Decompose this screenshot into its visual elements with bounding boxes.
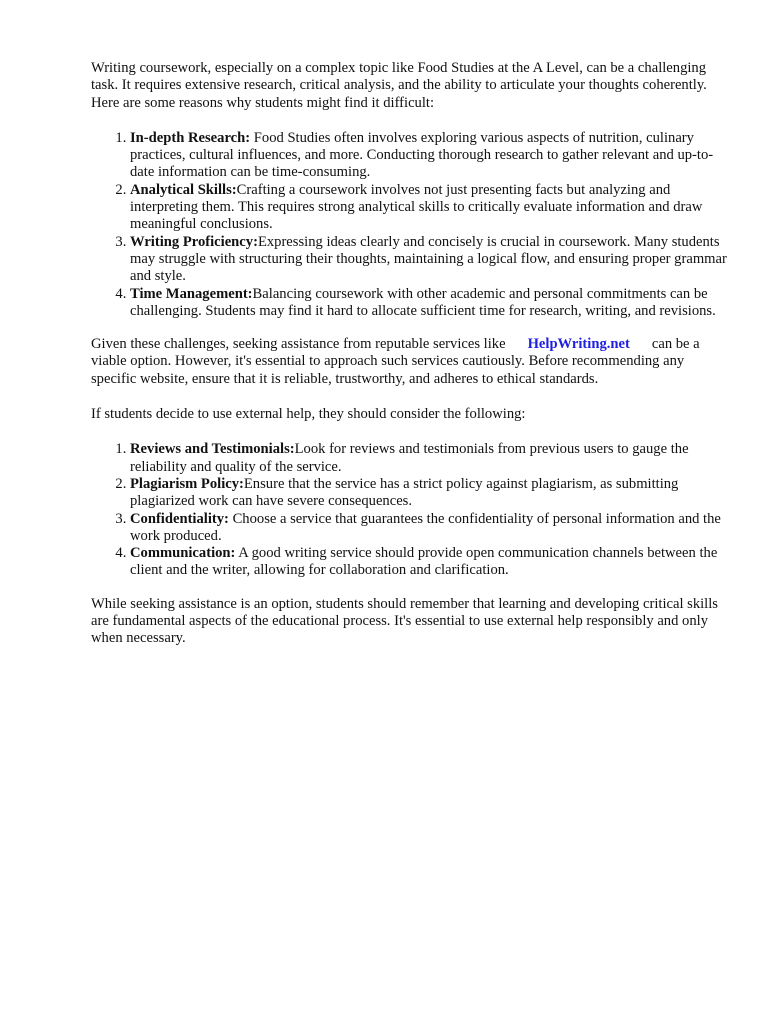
list-item — [130, 286, 731, 321]
helpwriting-link[interactable]: HelpWriting.net — [527, 336, 630, 353]
list-item — [130, 182, 731, 234]
list-item-term: Time Management: — [130, 285, 253, 302]
list-item-term: Confidentiality: — [130, 510, 229, 527]
list-item-text: Expressing ideas clearly and concisely is crucial in coursework. Many students may struggle with structuring their thoughts, maintaining a logical flow, and ensuring proper grammar and style. — [130, 233, 727, 285]
list-item — [130, 441, 731, 476]
list-item-text: Food Studies often involves exploring various aspects of nutrition, culinary practices, cultural influences, and more. Conducting thorough research to gather relevant and up-to-date information can be time-consuming. — [130, 129, 714, 181]
list-item — [130, 511, 731, 546]
list-item-text: A good writing service should provide open communication channels between the client and the writer, allowing for collaboration and clarification. — [130, 545, 718, 579]
intro-paragraph: Writing coursework, especially on a complex topic like Food Studies at the A Level, can be a challenging task. It requires extensive research, critical analysis, and the ability to articulate your thoughts coherently. Here are some reasons why students might find it difficult: — [91, 60, 707, 111]
considerations-list — [91, 441, 731, 579]
given-text-after: can be a viable option. However, it's essential to approach such services cautiously. Before recommending any specific website, ensure that it is reliable, trustworthy, and adheres to ethical standards. — [91, 336, 700, 387]
consider-intro-paragraph: If students decide to use external help, they should consider the following: — [91, 406, 526, 423]
list-item-text: Choose a service that guarantees the confidentiality of personal information and the work produced. — [130, 510, 721, 544]
list-item-text: Look for reviews and testimonials from previous users to gauge the reliability and quality of the service. — [130, 441, 689, 475]
list-item-term: In-depth Research: — [130, 129, 251, 146]
list-item-term: Writing Proficiency: — [130, 233, 258, 250]
list-item — [130, 545, 731, 580]
list-item-term: Analytical Skills: — [130, 181, 237, 198]
list-item — [130, 130, 731, 182]
document-page — [91, 60, 731, 666]
given-text-before: Given these challenges, seeking assistance from reputable services like — [91, 336, 506, 353]
list-item — [130, 234, 731, 286]
conclusion-paragraph: While seeking assistance is an option, students should remember that learning and developing critical skills are fundamental aspects of the educational process. It's essential to use external help responsibly and only when necessary. — [91, 595, 718, 647]
list-item-term: Plagiarism Policy: — [130, 475, 244, 492]
reasons-list — [91, 130, 731, 320]
list-item — [130, 476, 731, 511]
list-item-text: Crafting a coursework involves not just presenting facts but analyzing and interpreting them. This requires strong analytical skills to critically evaluate information and draw meaningful conclusions. — [130, 181, 703, 233]
list-item-text: Ensure that the service has a strict policy against plagiarism, as submitting plagiarized work can have severe consequences. — [130, 475, 679, 510]
list-item-term: Reviews and Testimonials: — [130, 441, 295, 458]
given-paragraph — [91, 336, 731, 388]
list-item-text: Balancing coursework with other academic and personal commitments can be challenging. Students may find it hard to allocate sufficient time for research, writing, and revisions. — [130, 285, 716, 319]
list-item-term: Communication: — [130, 545, 236, 562]
